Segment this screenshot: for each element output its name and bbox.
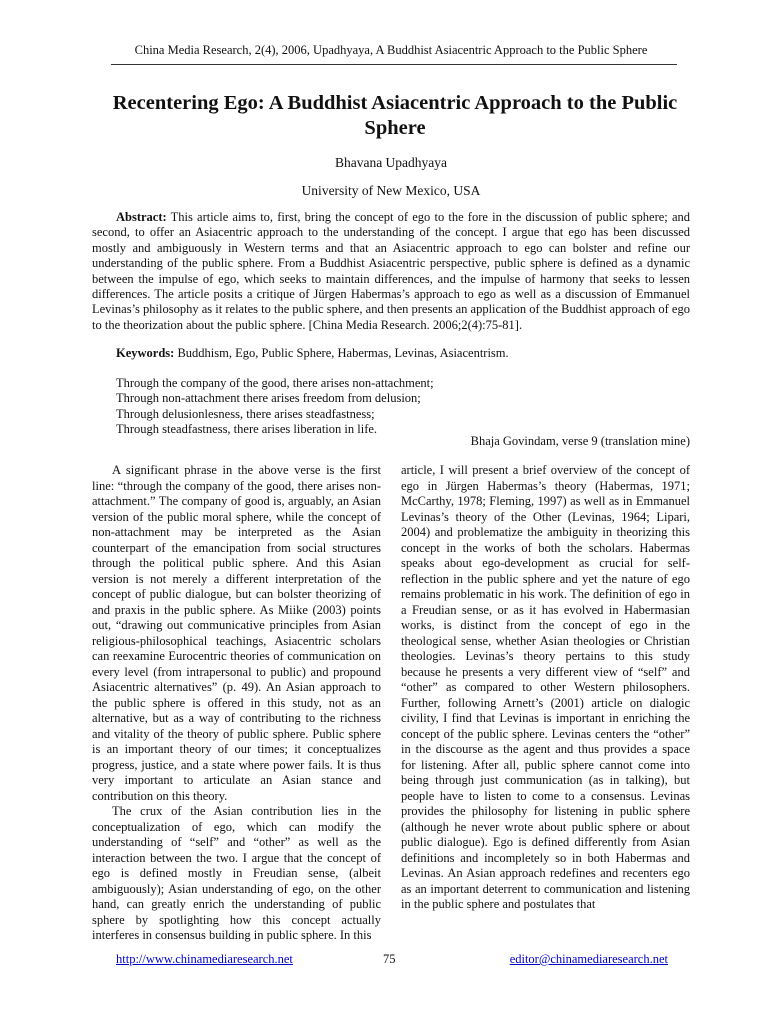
- abstract-text: This article aims to, first, bring the concept of ego to the fore in the discussion of public sphere; and second, to offer an Asiacentric approach to the understanding of the concept. I argue that ego has been discussed mostly and ambiguously in Western terms and that an Asiacentric approach to ego can bolster and refine our understanding of the public sphere. From a Buddhist Asiacentric perspective, public sphere is defined as a dynamic between the impulse of ego, which seeks to maintain differences, and the impulse of harmony that seeks to lessen differences. The article posits a critique of Jürgen Habermas’s approach to ego as well as a discussion of Emmanuel Levinas’s philosophy as it relates to the public sphere, and then presents an application of the Buddhist approach of ego to the theorization about the public sphere. [China Media Research. 2006;2(4):75-81].: [92, 210, 690, 332]
- body-paragraph: A significant phrase in the above verse is the first line: “through the company of the good, there arises non-attachment.” The company of good is, arguably, an Asian version of the public moral sphere, while the concept of non-attachment may be interpreted as the Asian counterpart of the emancipation from social structures through the political public sphere. And this Asian version is not merely a different interpretation of the concept of public dialogue, but can bolster theorizing of and praxis in the public sphere. As Miike (2003) points out, “drawing out communicative principles from Asian religious-philosophical teachings, Asiacentric scholars can reexamine Eurocentric theories of communication on every level (from intrapersonal to public) and propound Asiacentric alternatives” (p. 49). An Asian approach to the public sphere is offered in this study, not as an alternative, but as a way of contributing to the richness and vitality of the theory of public sphere. Public sphere is an important theory of our times; it conceptualizes progress, justice, and a state where power fails. It is thus very important to articulate an Asian stance and contribution on this theory.: [92, 463, 381, 803]
- epigraph-line: Through steadfastness, there arises liberation in life.: [116, 422, 378, 437]
- body-paragraph: The crux of the Asian contribution lies in the conceptualization of ego, which can modify the understanding of “self” and “other” as well as the interaction between the two. I argue that the concept of ego is defined mostly in Freudian sense, (albeit ambiguously); Asian understanding of ego, on the other hand, can greatly enrich the understanding of public sphere by spotlighting how this concept actually interferes in consensus building in public sphere. In this: [92, 804, 381, 942]
- abstract-label: Abstract:: [116, 210, 167, 224]
- body-paragraph: article, I will present a brief overview of the concept of ego in Jürgen Habermas’s theory (Habermas, 1971; McCarthy, 1978; Fleming, 1997) as well as in Emmanuel Levinas’s theory of the Other (Levinas, 1964; Lipari, 2004) and problematize the ambiguity in theorizing this concept in the works of both the scholars. Habermas speaks about ego-development as crucial for self-reflection in the public sphere and yet the nature of ego remains problematic in his work. The definition of ego in a Freudian sense, or as it has evolved in Habermasian works, is distinct from the concept of ego in the theological sense, whether Asian theologies or Christian theologies. Levinas’s theory pertains to this study because he presents a very different view of “self” and “other” as compared to other Western philosophers. Further, following Arnett’s (2001) article on dialogic civility, I find that Levinas is important in enriching the concept of the public sphere. Levinas centers the “other” in the discourse as the agent and thus provides a space for listening. After all, public sphere cannot come into being through just communication (as in talking), but people have to listen to come to a consensus. Levinas provides the philosophy for listening in public sphere (although he never wrote about public sphere or about public dialogue). Ego is defined differently from Asian definitions and incompletely so in both Habermas and Levinas. An Asian approach redefines and recenters ego as an important deterrent to communication and listening in the public sphere and postulates that: [401, 463, 690, 911]
- epigraph-line: Through the company of the good, there arises non-attachment;: [116, 376, 434, 390]
- running-head: China Media Research, 2(4), 2006, Upadhyaya, A Buddhist Asiacentric Approach to the Public Sphere: [134, 43, 648, 57]
- email-link[interactable]: editor@chinamediaresearch.net: [509, 952, 668, 966]
- author-name: Bhavana Upadhyaya: [334, 155, 448, 170]
- page-number: 75: [383, 952, 396, 966]
- epigraph-line: Through non-attachment there arises freedom from delusion;: [116, 391, 421, 406]
- website-link[interactable]: http://www.chinamediaresearch.net: [116, 952, 293, 966]
- article-title: Recentering Ego: A Buddhist Asiacentric Approach to the Public Sphere: [112, 92, 678, 139]
- body-column-right: [401, 463, 690, 913]
- body-column-left: [92, 463, 381, 944]
- header-rule: [111, 64, 677, 65]
- keywords-text: Buddhism, Ego, Public Sphere, Habermas, Levinas, Asiacentrism.: [174, 346, 509, 360]
- epigraph-line: Through delusionlesness, there arises steadfastness;: [116, 406, 375, 421]
- page-footer: [0, 952, 782, 970]
- epigraph-source: Bhaja Govindam, verse 9 (translation mine): [470, 434, 690, 448]
- epigraph: [116, 376, 690, 438]
- keywords-label: Keywords:: [116, 346, 175, 360]
- author-affiliation: University of New Mexico, USA: [301, 183, 481, 198]
- abstract: [92, 210, 690, 333]
- keywords: [116, 346, 690, 361]
